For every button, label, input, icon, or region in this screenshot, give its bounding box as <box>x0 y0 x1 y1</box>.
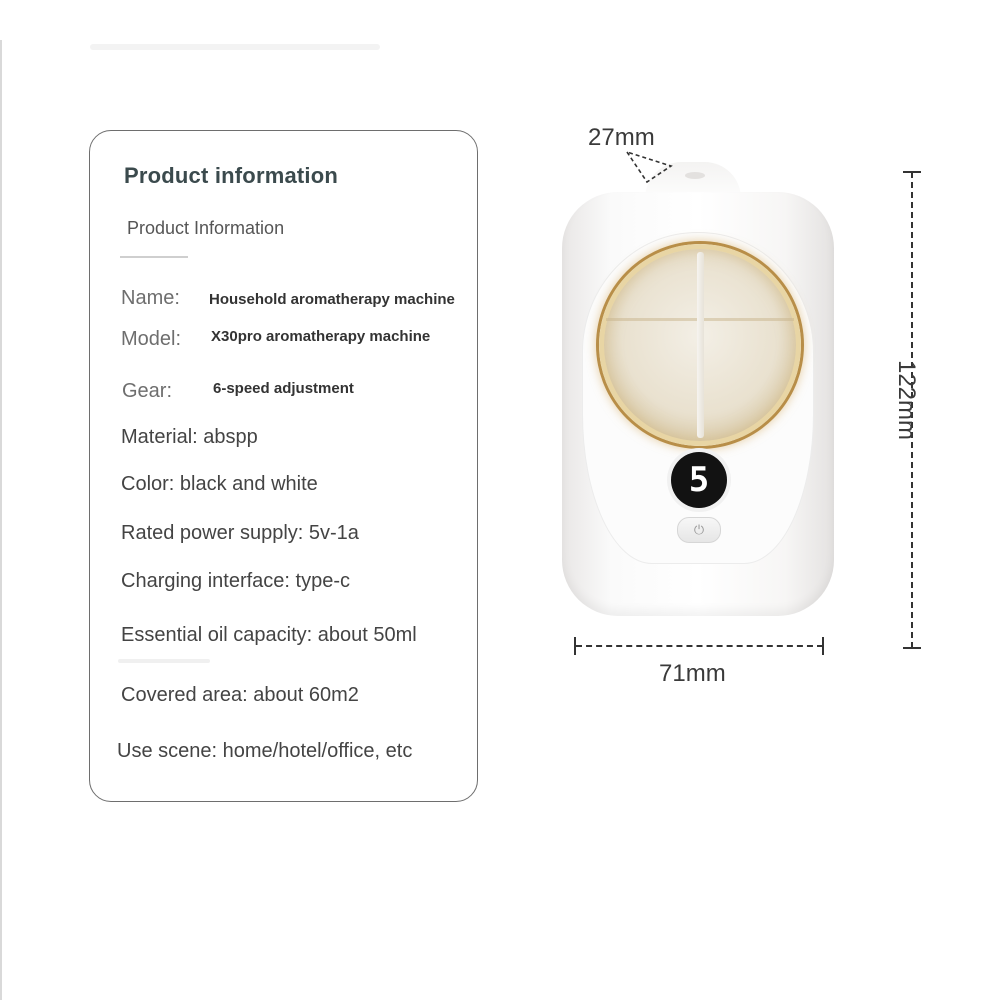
spec-value-gear: 6-speed adjustment <box>213 380 354 397</box>
dimension-top-pointer <box>625 148 675 188</box>
height-tick-top <box>903 171 921 173</box>
card-subtitle: Product Information <box>127 218 285 238</box>
tank-divider <box>697 252 704 438</box>
width-tick-left <box>574 637 576 655</box>
spec-material: Material: abspp <box>121 426 258 448</box>
spec-charging-interface: Charging interface: type-c <box>121 570 351 592</box>
spec-color: Color: black and white <box>121 473 318 495</box>
width-dimension-line <box>576 645 823 647</box>
spec-label-model: Model: <box>121 328 182 350</box>
height-tick-bottom <box>903 647 921 649</box>
spec-covered-area: Covered area: about 60m2 <box>121 684 359 706</box>
spec-value-name: Household aromatherapy machine <box>209 291 455 308</box>
title-divider <box>120 256 188 258</box>
display-digit: 5 <box>688 460 710 500</box>
power-icon: ⏻ <box>693 522 705 537</box>
width-tick-right <box>822 637 824 655</box>
spec-power-supply: Rated power supply: 5v-1a <box>121 522 359 544</box>
page-edge-line <box>0 40 2 1000</box>
dimension-height-label: 122mm <box>893 359 921 441</box>
dimension-top-label: 27mm <box>588 124 655 151</box>
spec-value-model: X30pro aromatherapy machine <box>211 328 431 345</box>
nozzle-opening <box>685 172 705 179</box>
background-smudge <box>90 44 380 50</box>
spec-oil-capacity: Essential oil capacity: about 50ml <box>121 624 417 646</box>
spec-label-gear: Gear: <box>122 380 173 402</box>
spec-use-scene: Use scene: home/hotel/office, etc <box>117 740 413 762</box>
spec-label-name: Name: <box>121 287 180 309</box>
power-button <box>677 517 721 543</box>
card-title: Product information <box>124 163 339 188</box>
dimension-width-label: 71mm <box>659 660 726 687</box>
faint-divider <box>118 659 210 663</box>
speed-display <box>671 452 727 508</box>
